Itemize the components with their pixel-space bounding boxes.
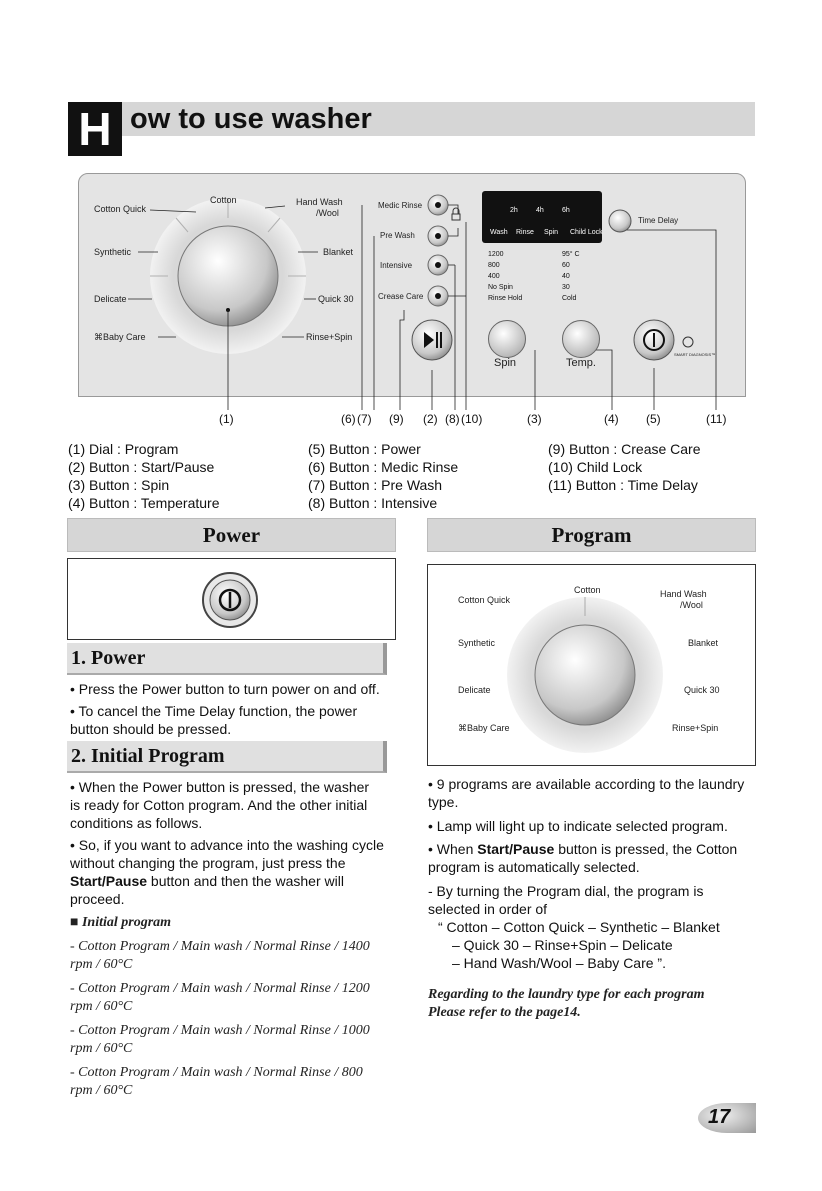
- program-order-3: – Hand Wash/Wool – Baby Care ”.: [452, 955, 666, 971]
- spin-opt-800: 800: [488, 262, 500, 269]
- label-hand-wash: Hand Wash: [296, 197, 343, 207]
- program-note-2: Please refer to the page14.: [428, 1005, 581, 1020]
- initial-program-title: ■ Initial program: [70, 915, 172, 930]
- initial-item-4: - Cotton Program / Main wash / Normal Rinse / 800 rpm / 60°C: [70, 1065, 363, 1098]
- subhead-initial-program: 2. Initial Program: [67, 741, 387, 773]
- prog-label-delicate: Delicate: [458, 685, 491, 695]
- prog-label-cotton: Cotton: [574, 585, 601, 595]
- temp-opt-30: 30: [562, 284, 570, 291]
- temp-label: Temp.: [566, 357, 596, 369]
- program-note-1: Regarding to the laundry type for each program: [428, 987, 705, 1002]
- page-number: 17: [708, 1106, 731, 1128]
- section-power: Power: [67, 518, 396, 552]
- temp-opt-95: 95° C: [562, 251, 580, 258]
- callout-9: (9): [389, 412, 404, 426]
- spin-opt-400: 400: [488, 273, 500, 280]
- prog-label-wool: /Wool: [680, 600, 703, 610]
- program-order-1: “ Cotton – Cotton Quick – Synthetic – Blanket: [438, 919, 720, 935]
- temp-opt-cold: Cold: [562, 295, 577, 302]
- program-bullet-1: • 9 programs are available according to the laundry type.: [428, 776, 745, 810]
- section-program: Program: [427, 518, 756, 552]
- spin-button[interactable]: [488, 320, 526, 358]
- program-order-2: – Quick 30 – Rinse+Spin – Delicate: [452, 937, 673, 953]
- callout-2: (2): [423, 412, 438, 426]
- initial-bullet-2: • So, if you want to advance into the washing cycle without changing the program, just press the Start/Pause button and then the washer will proceed.: [70, 837, 384, 907]
- time-delay-button: [609, 210, 631, 232]
- label-baby-care: ⌘Baby Care: [94, 332, 146, 342]
- label-crease-care: Crease Care: [378, 292, 424, 301]
- callout-1: (1): [219, 412, 234, 426]
- spin-opt-nospin: No Spin: [488, 284, 513, 291]
- baby-care-icon: ⌘: [94, 332, 103, 342]
- label-pre-wash: Pre Wash: [380, 231, 415, 240]
- legend-col2: (5) Button : Power (6) Button : Medic Rinse (7) Button : Pre Wash (8) Button : Intensive: [308, 441, 459, 511]
- square-bullet-icon: ■: [70, 915, 82, 930]
- label-synthetic: Synthetic: [94, 247, 132, 257]
- prog-label-cotton-quick: Cotton Quick: [458, 595, 511, 605]
- initial-item-2: - Cotton Program / Main wash / Normal Rinse / 1200 rpm / 60°C: [70, 981, 370, 1014]
- label-cotton-quick: Cotton Quick: [94, 204, 147, 214]
- spin-opt-1200: 1200: [488, 251, 504, 258]
- prog-label-quick30: Quick 30: [684, 685, 720, 695]
- temp-opt-40: 40: [562, 273, 570, 280]
- temp-button[interactable]: [562, 320, 600, 358]
- initial-item-1: - Cotton Program / Main wash / Normal Rinse / 1400 rpm / 60°C: [70, 939, 370, 972]
- prog-label-blanket: Blanket: [688, 638, 719, 648]
- initial-item-3: - Cotton Program / Main wash / Normal Rinse / 1000 rpm / 60°C: [70, 1023, 370, 1056]
- temp-opt-60: 60: [562, 262, 570, 269]
- label-blanket: Blanket: [323, 247, 354, 257]
- spin-label: Spin: [494, 357, 517, 369]
- spin-opt-rinsehold: Rinse Hold: [488, 295, 523, 302]
- label-quick30: Quick 30: [318, 294, 354, 304]
- power-bullet-2: • To cancel the Time Delay function, the power button should be pressed.: [70, 703, 358, 737]
- label-rinse-spin: Rinse+Spin: [306, 332, 353, 342]
- program-bullet-2: • Lamp will light up to indicate selected program.: [428, 818, 728, 834]
- status-display: 2h 4h 6h Wash Rinse Spin Child Lock: [482, 191, 602, 243]
- label-delicate: Delicate: [94, 294, 127, 304]
- callout-10: (10): [461, 412, 483, 426]
- callout-3: (3): [527, 412, 542, 426]
- program-bullet-3: • When Start/Pause button is pressed, the Cotton program is automatically selected.: [428, 841, 738, 875]
- control-panel-diagram: [0, 0, 822, 440]
- prog-label-rinse-spin: Rinse+Spin: [672, 723, 719, 733]
- callout-5: (5): [646, 412, 661, 426]
- callout-4: (4): [604, 412, 619, 426]
- power-bullet-1: • Press the Power button to turn power on and off.: [70, 681, 380, 697]
- baby-care-icon: ⌘: [458, 723, 467, 733]
- initial-bullet-1: • When the Power button is pressed, the washer is ready for Cotton program. And the other initial conditions as follows.: [70, 779, 370, 831]
- callout-11: (11): [706, 412, 727, 426]
- power-icon: [200, 570, 260, 630]
- label-intensive: Intensive: [380, 261, 413, 270]
- legend-col3: (9) Button : Crease Care (10) Child Lock (11) Button : Time Delay: [548, 441, 701, 493]
- prog-label-baby-care: ⌘Baby Care: [458, 723, 510, 733]
- header-initial: H: [68, 102, 122, 156]
- subhead-power: 1. Power: [67, 643, 387, 675]
- prog-label-synthetic: Synthetic: [458, 638, 496, 648]
- label-cotton: Cotton: [210, 195, 237, 205]
- callout-6: (6): [341, 412, 356, 426]
- legend-col1: (1) Dial : Program (2) Button : Start/Pause (3) Button : Spin (4) Button : Temperature: [68, 441, 220, 511]
- smart-diagnosis-label: SMART DIAGNOSIS™: [674, 352, 716, 357]
- callout-8: (8): [445, 412, 460, 426]
- program-bullet-4: - By turning the Program dial, the program is selected in order of: [428, 883, 704, 917]
- option-buttons: [428, 195, 448, 306]
- page-title: ow to use washer: [130, 103, 372, 135]
- callout-7: (7): [357, 412, 372, 426]
- prog-label-hand-wash: Hand Wash: [660, 589, 707, 599]
- program-dial-illustration: [500, 590, 670, 760]
- time-delay-label: Time Delay: [638, 216, 679, 225]
- label-medic-rinse: Medic Rinse: [378, 201, 423, 210]
- label-wool: /Wool: [316, 208, 339, 218]
